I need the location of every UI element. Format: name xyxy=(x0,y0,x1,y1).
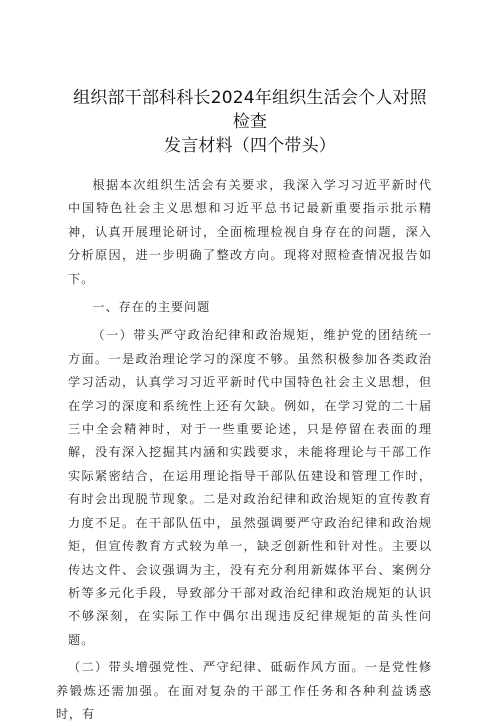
title-line-1: 组织部干部科科长2024年组织生活会个人对照检查 xyxy=(73,88,427,132)
document-body xyxy=(55,174,432,726)
title-line-2: 发言材料（四个带头） xyxy=(164,136,336,156)
subsection-paragraph-1: （一）带头严守政治纪律和政治规矩，维护党的团结统一方面。一是政治理论学习的深度不够。虽然积极参加各类政治学习活动，认真学习习近平新时代中国特色社会主义思想，但在学习的深度和系统性上还有欠缺。例如，在学习党的二十届三中全会精神时，对于一些重要论述，只是停留在表面的理解，没有深入挖掘其内涵和实践要求，未能将理论与干部工作实际紧密结合，在运用理论指导干部队伍建设和管理工作时，有时会出现脱节现象。二是对政治纪律和政治规矩的宣传教育力度不足。在干部队伍中，虽然强调要严守政治纪律和政治规矩，但宣传教育方式较为单一，缺乏创新性和针对性。主要以传达文件、会议强调为主，没有充分利用新媒体平台、案例分析等多元化手段，导致部分干部对政治纪律和政治规矩的认识不够深刻，在实际工作中偶尔出现违反纪律规矩的苗头性问题。 xyxy=(68,328,432,647)
section-heading-problems: 一、存在的主要问题 xyxy=(92,300,211,315)
subsection-paragraph-2: （二）带头增强党性、严守纪律、砥砺作风方面。一是党性修养锻炼还需加强。在面对复杂的干部工作任务和各种利益诱惑时，有 xyxy=(55,660,432,721)
intro-paragraph: 根据本次组织生活会有关要求，我深入学习习近平新时代中国特色社会主义思想和习近平总书记最新重要指示批示精神，认真开展理论研讨，全面梳理检视自身存在的问题，深入分析原因，进一步明确了整改方向。现将对照检查情况报告如下。 xyxy=(68,178,432,286)
document-title xyxy=(68,86,432,158)
